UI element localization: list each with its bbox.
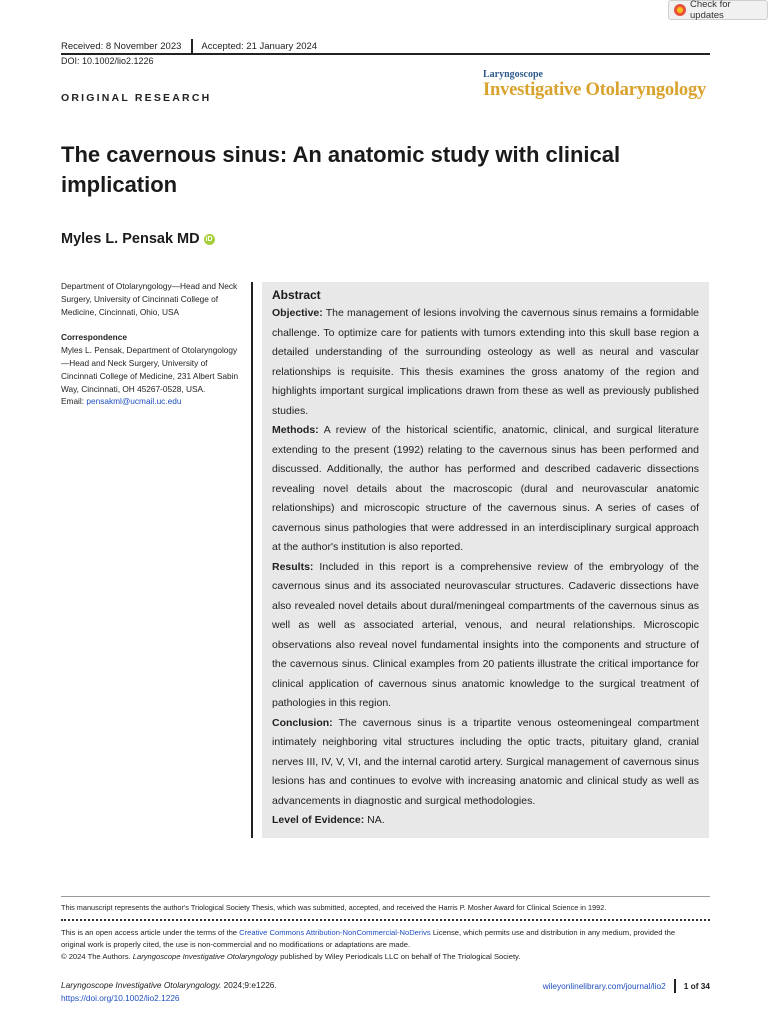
check-for-updates-label: Check for updates [690,0,731,21]
abstract-methods [272,421,699,558]
copyright-text [61,951,701,963]
column-divider [251,282,253,838]
methods-label: Methods: [272,424,319,436]
copyright-journal: Laryngoscope Investigative Otolaryngology [132,952,278,961]
affiliation-text: Department of Otolaryngology—Head and Neck Surgery, University of Cincinnati College of Medicine, Cincinnati, Ohio, USA [61,281,238,317]
email-link[interactable]: pensakml@ucmail.uc.edu [86,396,182,407]
section-label: ORIGINAL RESEARCH [61,92,212,104]
level-text: NA. [364,814,385,826]
citation-rest: 2024;9:e1226. [221,980,277,990]
license-pre: This is an open access article under the terms of the [61,928,240,937]
page-footer-right [514,979,710,993]
correspondence-heading: Correspondence [61,332,127,343]
received-date: Received: 8 November 2023 [61,40,182,52]
abstract-objective [272,304,699,421]
article-title: The cavernous sinus: An anatomic study with clinical implication [61,142,621,197]
journal-site-link[interactable]: wileyonlinelibrary.com/journal/lio2 [542,981,666,991]
conclusion-text: The cavernous sinus is a tripartite venous osteomeningeal compartment intimately neighboring vital structures including the optic tracts, pituitary gland, cranial nerves III, IV, V, VI, and the internal carotid artery. Surgical management of cavernous sinus lesions has and continues to evolve with increasing anatomic and clinical study as well as advancements in diagnostic and surgical methodologies. [272,716,699,807]
dotted-rule [61,919,710,921]
thesis-footnote: This manuscript represents the author's Triological Society Thesis, which was submitted, accepted, and received the Harris P. Mosher Award for Clinical Science in 1992. [61,903,607,912]
citation-journal: Laryngoscope Investigative Otolaryngology. [61,980,222,990]
results-text: Included in this report is a comprehensive review of the embryology of the cavernous sinus and its associated neurovascular structures. Cadaveric dissections have also revealed novel details about dural/meningeal compartments of the cavernous sinus as well as well as associated arterial, venous, and neural relationships. Microscopic observations also reveal novel fundamental insights into the components and structure of the cavernous sinus. Clinical examples from 20 patients illustrate the critical importance for clinical application of cavernous sinus anatomic knowledge to the surgical treatment of pathologies in this region. [272,560,699,709]
journal-logo-small: Laryngoscope [483,69,543,80]
footnote-rule [61,896,710,897]
conclusion-label: Conclusion: [272,716,333,729]
email-label: Email: [61,396,87,407]
cc-license-link[interactable]: Creative Commons Attribution-NonCommercial-NoDerivs [239,928,431,937]
journal-logo [483,69,711,100]
license-post: License, which permits use and distribution in any medium, provided the original work is properly cited, the use is non-commercial and no modifications or adaptations are made. [61,928,676,949]
methods-text: A review of the historical scientific, anatomic, clinical, and surgical literature extending to the present (1992) relating to the cavernous sinus has been performed and discussed. Additionally, the author has performed and described cadaveric dissections revealing novel details about the macroscopic (dural and neurovascular anatomic relationships) and microscopic structure of the cavernous sinus. A series of cases of cavernous sinus pathologies that were addressed in an interdisciplinary surgical approach at the author's institution is also reported. [272,424,699,553]
page-number: 1 of 34 [683,981,710,991]
license-text [61,927,701,951]
orcid-icon[interactable]: iD [205,235,213,243]
citation-line [61,979,277,992]
abstract-level [272,811,699,831]
abstract-results [272,558,699,714]
results-label: Results: [272,560,314,573]
copyright-post: published by Wiley Periodicals LLC on behalf of The Triological Society. [277,952,521,961]
objective-text: The management of lesions involving the cavernous sinus remains a formidable challenge. To optimize care for patients with tumors extending into this skull base region a detailed understanding of the surrounding osteology as well as neural and vascular relationships is requisite. This thesis examines the gross anatomy of the region and highlights important surgical implications drawn from these as well as previously published studies. [272,307,699,417]
date-separator [191,39,193,53]
affiliation-column [61,280,241,408]
abstract-heading: Abstract [272,288,321,302]
journal-logo-big: Investigative Otolaryngology [483,80,707,100]
email-line [61,395,241,408]
check-for-updates-button[interactable] [668,0,768,20]
objective-label: Objective: [272,307,323,319]
abstract-box [262,282,709,838]
author-line [61,231,215,247]
citation-block [61,979,277,1005]
copyright-pre: © 2024 The Authors. [61,952,133,961]
author-name: Myles L. Pensak MD [61,231,200,247]
footer-separator [674,979,676,993]
crossmark-icon [674,4,686,16]
accepted-date: Accepted: 21 January 2024 [201,40,318,52]
level-label: Level of Evidence: [272,814,365,826]
license-block [61,927,701,963]
abstract-conclusion [272,714,699,812]
header-rule [61,53,710,55]
correspondence-text: Myles L. Pensak, Department of Otolaryngology—Head and Neck Surgery, University of Cincinnati College of Medicine, 231 Albert Sabin Way, Cincinnati, OH 45267-0528, USA. [61,345,239,394]
doi-link[interactable]: https://doi.org/10.1002/lio2.1226 [61,993,180,1003]
doi-header: DOI: 10.1002/lio2.1226 [61,56,154,66]
article-dates [61,38,317,54]
